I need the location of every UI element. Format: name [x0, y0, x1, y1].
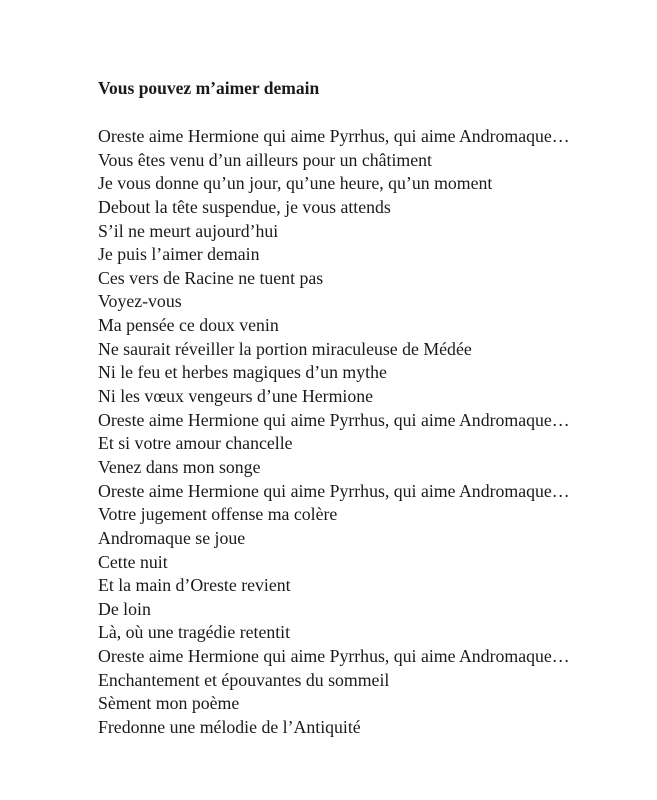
poem-line: Et si votre amour chancelle	[98, 433, 293, 454]
poem-line: Là, où une tragédie retentit	[98, 622, 291, 643]
poem-line: Fredonne une mélodie de l’Antiquité	[98, 717, 361, 738]
poem-line: Votre jugement offense ma colère	[98, 504, 338, 525]
poem-title: Vous pouvez m’aimer demain	[98, 78, 320, 98]
poem-line: Cette nuit	[98, 551, 168, 572]
poem-line: Voyez-vous	[98, 291, 182, 312]
poem-line: Ces vers de Racine ne tuent pas	[98, 267, 324, 288]
poem-line: Enchantement et épouvantes du sommeil	[98, 669, 390, 690]
poem-line: Sèment mon poème	[98, 693, 240, 714]
poem-line: Venez dans mon songe	[98, 456, 261, 477]
poem-line: S’il ne meurt aujourd’hui	[98, 220, 279, 241]
poem-line: Ni les vœux vengeurs d’une Hermione	[98, 386, 374, 407]
poem-line: Ne saurait réveiller la portion miraculeuse de Médée	[98, 338, 472, 359]
poem-line: Debout la tête suspendue, je vous attends	[98, 196, 391, 217]
poem-line: Ni le feu et herbes magiques d’un mythe	[98, 362, 387, 383]
poem-line: Vous êtes venu d’un ailleurs pour un châtiment	[98, 149, 432, 170]
poem-line: Andromaque se joue	[98, 527, 246, 548]
poem-body	[98, 125, 570, 740]
poem-line: Oreste aime Hermione qui aime Pyrrhus, qui aime Andromaque…	[98, 480, 570, 501]
poem-line: Oreste aime Hermione qui aime Pyrrhus, qui aime Andromaque…	[98, 646, 570, 667]
poem-line: Je vous donne qu’un jour, qu’une heure, qu’un moment	[98, 173, 493, 194]
poem-line: Et la main d’Oreste revient	[98, 575, 291, 596]
poem-line: Je puis l’aimer demain	[98, 244, 260, 265]
poem-line: Ma pensée ce doux venin	[98, 315, 279, 336]
poem-line: Oreste aime Hermione qui aime Pyrrhus, qui aime Andromaque…	[98, 409, 570, 430]
poem-line: De loin	[98, 598, 151, 619]
poem-line: Oreste aime Hermione qui aime Pyrrhus, qui aime Andromaque…	[98, 126, 570, 146]
